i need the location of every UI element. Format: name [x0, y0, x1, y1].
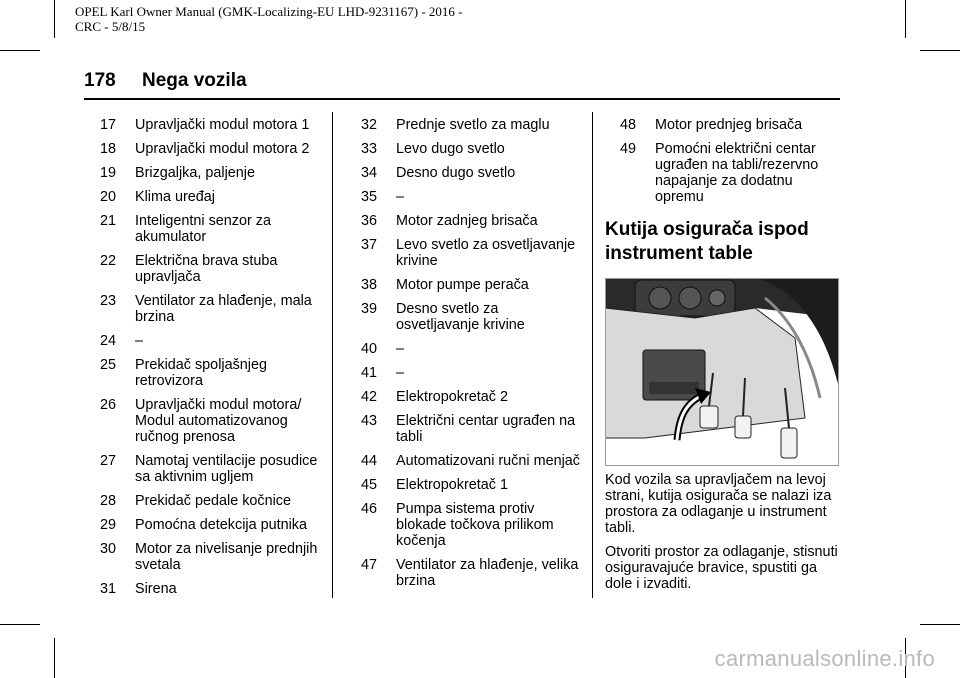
fuse-list-column-1 [100, 117, 322, 605]
list-item [361, 141, 581, 157]
list-item [100, 333, 322, 349]
crop-mark [0, 50, 40, 51]
page-number: 178 [84, 70, 116, 91]
fuse-description: Električna brava stuba upravljača [135, 253, 278, 285]
list-item [361, 477, 581, 493]
fuse-description: Desno svetlo za osvetljavanje krivine [396, 301, 525, 333]
fuse-description: Elektropokretač 2 [396, 389, 508, 405]
fuse-description: Upravljački modul motora 1 [135, 117, 310, 133]
watermark: carmanualsonline.info [714, 646, 935, 671]
fuse-number: 34 [361, 165, 378, 181]
crop-mark [54, 638, 55, 678]
fuse-number: 19 [100, 165, 117, 181]
list-item [100, 213, 322, 245]
column-divider [592, 112, 593, 598]
fuse-number: 24 [100, 333, 117, 349]
list-item [361, 413, 581, 445]
fuse-description: – [396, 341, 405, 357]
dashboard-drawing [605, 278, 839, 466]
list-item [100, 189, 322, 205]
list-item [361, 341, 581, 357]
fuse-description: Ventilator za hlađenje, mala brzina [135, 293, 312, 325]
list-item [620, 117, 842, 133]
list-item [100, 397, 322, 445]
fuse-description: Motor pumpe perača [396, 277, 529, 293]
list-item [100, 581, 322, 597]
fuse-number: 41 [361, 365, 378, 381]
fuse-description: Pomoćna detekcija putnika [135, 517, 307, 533]
fuse-description: Motor prednjeg brisača [655, 117, 803, 133]
list-item [361, 277, 581, 293]
fuse-description: Sirena [135, 581, 177, 597]
fuse-description: Prekidač pedale kočnice [135, 493, 291, 509]
fuse-number: 26 [100, 397, 117, 413]
section-title: Kutija osigurača ispod instrument table [605, 219, 809, 264]
fuse-description: Upravljački modul motora 2 [135, 141, 310, 157]
crop-mark [0, 624, 40, 625]
fuse-description: Levo svetlo za osvetljavanje krivine [396, 237, 576, 269]
list-item [361, 501, 581, 549]
list-item [100, 293, 322, 325]
instruction-paragraph: Kod vozila sa upravljačem na levoj strani, kutija osigurača se nalazi iza prostora za odlaganje u instrument tabli. [605, 472, 832, 536]
page-heading [84, 70, 844, 92]
fuse-number: 25 [100, 357, 117, 373]
fuse-number: 27 [100, 453, 117, 469]
fuse-number: 23 [100, 293, 117, 309]
list-item [361, 237, 581, 269]
list-item [361, 165, 581, 181]
fuse-description: Motor zadnjeg brisača [396, 213, 538, 229]
fuse-number: 33 [361, 141, 378, 157]
list-item [100, 253, 322, 285]
list-item [361, 213, 581, 229]
list-item [100, 541, 322, 573]
fuse-number: 29 [100, 517, 117, 533]
document-header-line: CRC - 5/8/15 [75, 19, 146, 34]
page-title: Nega vozila [142, 70, 247, 91]
fuse-description: Električni centar ugrađen na tabli [396, 413, 576, 445]
crop-mark [905, 0, 906, 38]
fuse-description: Pumpa sistema protiv blokade točkova prilikom kočenja [396, 501, 554, 549]
fuse-number: 20 [100, 189, 117, 205]
fuse-number: 49 [620, 141, 637, 157]
fuse-number: 28 [100, 493, 117, 509]
fuse-number: 46 [361, 501, 378, 517]
fuse-list-column-2 [361, 117, 581, 597]
fuse-description: Automatizovani ručni menjač [396, 453, 580, 469]
fuse-description: Motor za nivelisanje prednjih svetala [135, 541, 318, 573]
fuse-number: 32 [361, 117, 378, 133]
list-item [361, 389, 581, 405]
crop-mark [920, 50, 960, 51]
list-item [361, 365, 581, 381]
fuse-number: 38 [361, 277, 378, 293]
list-item [100, 357, 322, 389]
fuse-list-column-3 [620, 117, 842, 213]
list-item [361, 189, 581, 205]
fuse-number: 40 [361, 341, 378, 357]
crop-mark [54, 0, 55, 38]
fuse-description: Inteligentni senzor za akumulator [135, 213, 271, 245]
list-item [361, 557, 581, 589]
fuse-number: 44 [361, 453, 378, 469]
fuse-description: – [396, 365, 405, 381]
fuse-number: 45 [361, 477, 378, 493]
list-item [100, 517, 322, 533]
fuse-number: 48 [620, 117, 637, 133]
fuse-number: 31 [100, 581, 117, 597]
fuse-number: 21 [100, 213, 117, 229]
fuse-number: 35 [361, 189, 378, 205]
fuse-description: Prekidač spoljašnjeg retrovizora [135, 357, 267, 389]
list-item [100, 141, 322, 157]
fuse-description: Klima uređaj [135, 189, 215, 205]
fuse-number: 30 [100, 541, 117, 557]
list-item [361, 117, 581, 133]
fuse-number: 47 [361, 557, 378, 573]
list-item [361, 453, 581, 469]
document-header [75, 4, 495, 34]
fuse-number: 43 [361, 413, 378, 429]
list-item [100, 493, 322, 509]
crop-mark [920, 624, 960, 625]
fuse-description: Upravljački modul motora/ Modul automatizovanog ručnog prenosa [135, 397, 302, 445]
fuse-box-illustration [605, 278, 839, 466]
fuse-description: – [396, 189, 405, 205]
fuse-description: Ventilator za hlađenje, velika brzina [396, 557, 579, 589]
fuse-number: 37 [361, 237, 378, 253]
fuse-number: 42 [361, 389, 378, 405]
heading-rule [84, 98, 840, 100]
list-item [100, 165, 322, 181]
fuse-number: 36 [361, 213, 378, 229]
fuse-number: 18 [100, 141, 117, 157]
fuse-number: 22 [100, 253, 117, 269]
fuse-description: Prednje svetlo za maglu [396, 117, 550, 133]
fuse-number: 39 [361, 301, 378, 317]
instruction-paragraph: Otvoriti prostor za odlaganje, stisnuti osiguravajuće bravice, spustiti ga dole i izvaditi. [605, 544, 838, 592]
column-divider [332, 112, 333, 598]
fuse-description: Desno dugo svetlo [396, 165, 516, 181]
list-item [100, 453, 322, 485]
document-header-line: OPEL Karl Owner Manual (GMK-Localizing-EU LHD-9231167) - 2016 - [75, 4, 463, 19]
fuse-description: – [135, 333, 144, 349]
list-item [361, 301, 581, 333]
list-item [620, 141, 842, 205]
fuse-description: Pomoćni električni centar ugrađen na tabli/rezervno napajanje za dodatnu opremu [655, 141, 819, 205]
fuse-description: Namotaj ventilacije posudice sa aktivnim ugljem [135, 453, 318, 485]
fuse-description: Brizgaljka, paljenje [135, 165, 255, 181]
list-item [100, 117, 322, 133]
fuse-description: Levo dugo svetlo [396, 141, 505, 157]
fuse-description: Elektropokretač 1 [396, 477, 508, 493]
fuse-number: 17 [100, 117, 117, 133]
